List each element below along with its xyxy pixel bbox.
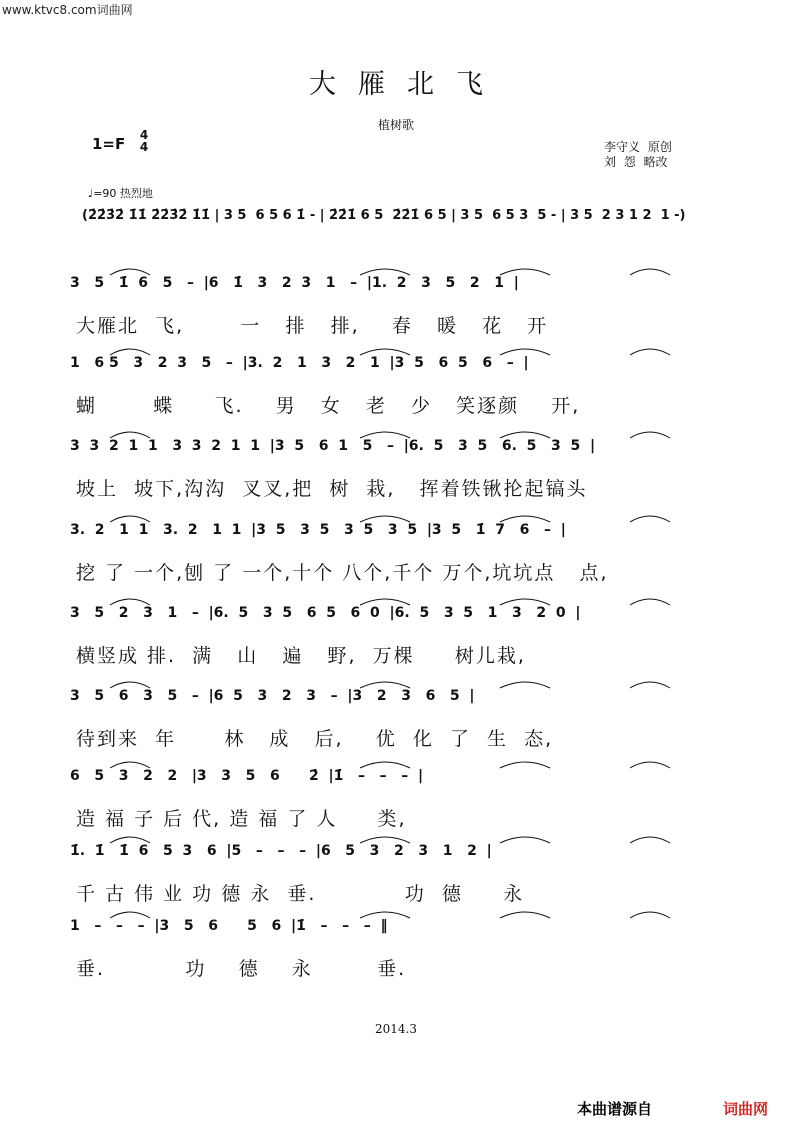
lyric-row: 大雁北 飞, 一 排 排, 春 暖 花 开 xyxy=(76,315,549,337)
slur xyxy=(500,269,550,275)
time-top: 4 xyxy=(139,128,149,142)
slur xyxy=(110,762,150,768)
slur xyxy=(630,516,670,522)
song-title: 大雁北飞 xyxy=(309,69,505,100)
note-row: 3 5 6 3 5 – |6 5 3 2 3 – |3 2 3 6 5 | xyxy=(70,688,475,704)
slur-marks xyxy=(70,591,730,611)
date: 2014.3 xyxy=(375,1022,417,1036)
slur xyxy=(630,432,670,438)
slur-marks xyxy=(70,508,730,528)
note-row: 1 – – – |3 5 6 5 6 |1̇ – – – ‖ xyxy=(70,918,388,934)
lyric-row: 垂. 功 德 永 垂. xyxy=(76,958,407,980)
slur xyxy=(630,912,670,918)
slur-marks xyxy=(70,424,730,444)
credit-revised: 刘 怨 略改 xyxy=(604,155,668,169)
slur xyxy=(500,516,550,522)
slur xyxy=(110,516,150,522)
slur xyxy=(500,349,550,355)
slur xyxy=(110,912,150,918)
slur xyxy=(630,682,670,688)
note-row: 1 6 5 3 2 3 5 – |3. 2 1 3 2 1 |3 5 6 5 6 – | xyxy=(70,355,529,371)
slur xyxy=(360,269,410,275)
slur xyxy=(630,762,670,768)
slur xyxy=(630,837,670,843)
slur xyxy=(110,349,150,355)
lyric-row: 造 福 子 后 代, 造 福 了 人 类, xyxy=(76,808,407,830)
slur xyxy=(500,762,550,768)
slur xyxy=(110,599,150,605)
lyric-row: 待到来 年 林 成 后, 优 化 了 生 态, xyxy=(76,728,554,750)
note-row: 1̇. 1̇ 1̇ 6 5 3 6 |5 – – – |6 5 3 2 3 1 2 | xyxy=(70,843,492,859)
slur xyxy=(500,837,550,843)
note-row: 3 5 2 3 1 – |6. 5 3 5 6 5 6 0 |6. 5 3 5 1 3 2 0 | xyxy=(70,605,581,621)
slur xyxy=(110,837,150,843)
slur xyxy=(360,599,410,605)
note-row: 3 3 2 1 1 3 3 2 1 1 |3 5 6 1 5 – |6. 5 3 5 6. 5 3 5 | xyxy=(70,438,596,454)
slur xyxy=(500,912,550,918)
time-signature xyxy=(138,129,150,153)
slur-marks xyxy=(70,341,730,361)
intro-notes: (2̇2̇3̇2̇ 1̇1̇ 2̇2̇3̇2̇ 1̇1̇ | 3 5 6 5 6 1̇ - | 2̇2̇1̇ 6 5 2̇2̇1̇ 6 5 | 3 5 6 5 3 5 - | 3 5 2 3 1 2 1 -) xyxy=(82,208,686,223)
lyric-row: 横竖成 排. 满 山 遍 野, 万棵 树儿栽, xyxy=(76,645,526,667)
slur xyxy=(500,682,550,688)
slur xyxy=(110,682,150,688)
tempo-mark: ♩=90 热烈地 xyxy=(88,187,153,200)
slur xyxy=(630,599,670,605)
slur-marks xyxy=(70,674,730,694)
note-row: 3 5 1̇ 6 5 – |6 1̇ 3 2 3 1 – |1. 2 3 5 2 1 | xyxy=(70,275,519,291)
slur xyxy=(360,682,410,688)
slur xyxy=(630,269,670,275)
slur xyxy=(500,432,550,438)
slur xyxy=(110,432,150,438)
slur xyxy=(500,599,550,605)
slur-marks xyxy=(70,829,730,849)
lyric-row: 千 古 伟 业 功 德 永 垂. 功 德 永 xyxy=(76,883,525,905)
slur-marks xyxy=(70,904,730,924)
song-subtitle: 植树歌 xyxy=(377,118,414,132)
lyric-row: 坡上 坡下,沟沟 叉叉,把 树 栽, 挥着铁锹抡起镐头 xyxy=(76,478,588,500)
watermark: www.ktvc8.com词曲网 xyxy=(2,3,133,17)
slur-marks xyxy=(70,261,730,281)
slur xyxy=(360,912,410,918)
slur xyxy=(360,432,410,438)
slur xyxy=(630,349,670,355)
slur xyxy=(360,762,410,768)
time-bottom: 4 xyxy=(139,140,149,154)
note-row: 3. 2 1 1 3. 2 1 1 |3 5 3 5 3 5 3 5 |3 5 1̇ 7 6 – | xyxy=(70,522,566,538)
slur-marks xyxy=(70,754,730,774)
lyric-row: 挖 了 一个,刨 了 一个,十个 八个,千个 万个,坑坑点 点, xyxy=(76,562,609,584)
slur xyxy=(360,837,410,843)
note-row: 6 5 3 2 2 |3 3 5 6 2̇ |1̇ – – – | xyxy=(70,768,424,784)
slur xyxy=(360,349,410,355)
lyric-row: 蝴 蝶 飞. 男 女 老 少 笑逐颜 开, xyxy=(76,395,581,417)
credit-original: 李守义 原创 xyxy=(604,140,672,154)
key-signature: 1=F xyxy=(92,135,126,153)
footer-site-logo: 词曲网 xyxy=(723,1100,769,1118)
slur xyxy=(110,269,150,275)
slur xyxy=(360,516,410,522)
footer-source-label: 本曲谱源自 xyxy=(577,1100,653,1118)
